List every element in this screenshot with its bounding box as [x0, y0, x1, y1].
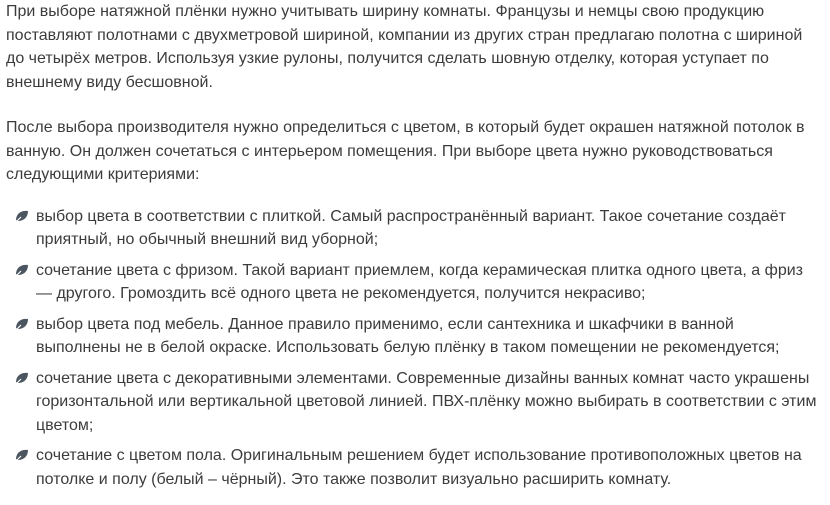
criteria-list: [6, 205, 818, 492]
leaf-bullet-icon: [14, 370, 30, 386]
list-item-text: сочетание с цветом пола. Оригинальным решением будет использование противоположных цветов на потолке и полу (белый – чёрный). Это также позволит визуально расширить комнату.: [36, 447, 802, 488]
list-item: [6, 259, 818, 306]
list-item-text: выбор цвета под мебель. Данное правило применимо, если сантехника и шкафчики в ванной выполнены не в белой окраске. Использовать белую плёнку в таком помещении не рекомендуется;: [36, 315, 780, 356]
list-item-text: выбор цвета в соответствии с плиткой. Самый распространённый вариант. Такое сочетание создаёт приятный, но обычный внешний вид уборной;: [36, 207, 786, 248]
leaf-bullet-icon: [14, 447, 30, 463]
list-item: [6, 205, 818, 252]
paragraph-film-width: При выборе натяжной плёнки нужно учитывать ширину комнаты. Французы и немцы свою продукцию поставляют полотнами с двухметровой шириной, компании из других стран предлагаю полотна с шириной до четырёх метров. Используя узкие рулоны, получится сделать шовную отделку, которая уступает по внешнему виду бесшовной.: [6, 3, 803, 91]
list-item: [6, 444, 818, 491]
list-item: [6, 367, 818, 438]
list-item-text: сочетание цвета с фризом. Такой вариант приемлем, когда керамическая плитка одного цвета, а фриз — другого. Громоздить всё одного цвета не рекомендуется, получится некрасиво;: [36, 261, 803, 302]
list-item-text: сочетание цвета с декоративными элементами. Современные дизайны ванных комнат часто украшены горизонтальной или вертикальной цветовой линией. ПВХ-плёнку можно выбирать в соответствии с этим цветом;: [36, 369, 817, 434]
leaf-bullet-icon: [14, 208, 30, 224]
leaf-bullet-icon: [14, 262, 30, 278]
paragraph-color-choice: После выбора производителя нужно определиться с цветом, в который будет окрашен натяжной потолок в ванную. Он должен сочетаться с интерьером помещения. При выборе цвета нужно руководствоваться следующими критериями:: [6, 119, 805, 183]
leaf-bullet-icon: [14, 316, 30, 332]
list-item: [6, 313, 818, 360]
